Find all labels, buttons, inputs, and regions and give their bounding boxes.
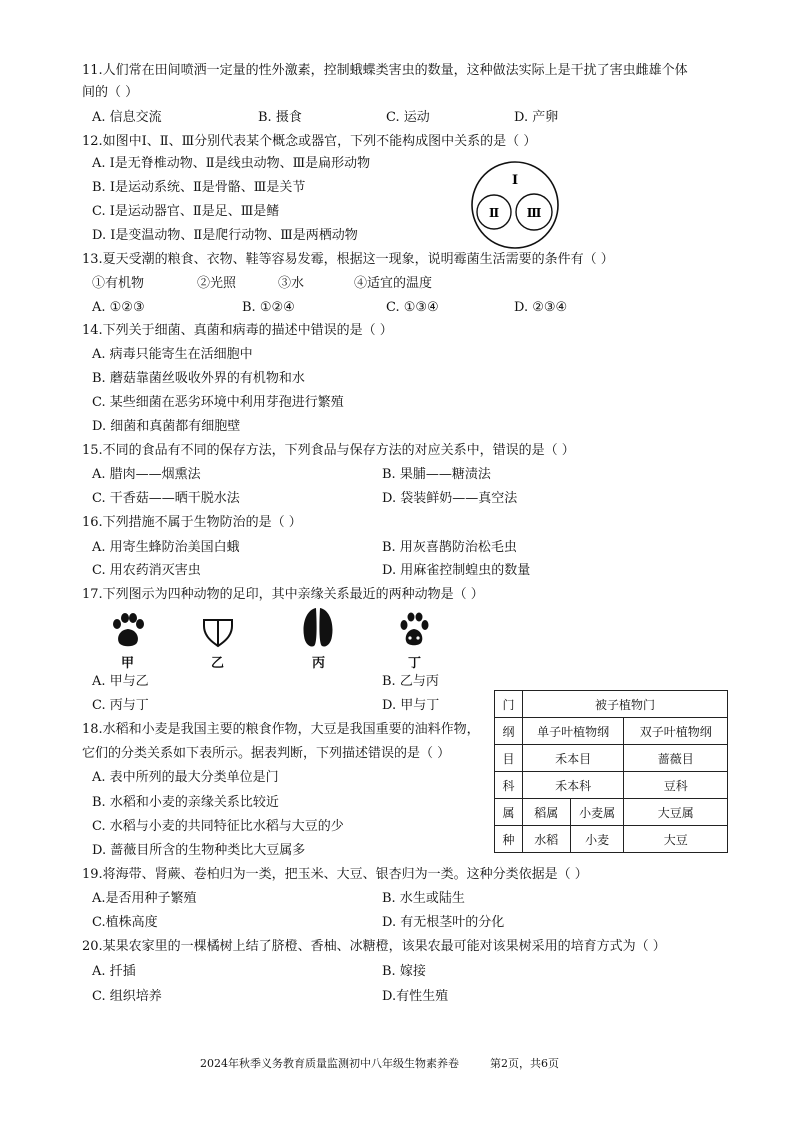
- q14-option-c: C. 某些细菌在恶劣环境中利用芽孢进行繁殖: [92, 395, 344, 410]
- q20-option-b: B. 嫁接: [382, 964, 426, 979]
- table-cell: 大豆属: [624, 799, 728, 826]
- table-row: [495, 718, 728, 745]
- diagram-label-i: Ⅰ: [511, 173, 519, 188]
- q18-option-b: B. 水稻和小麦的亲缘关系比较近: [92, 795, 279, 810]
- q14-option-d: D. 细菌和真菌都有细胞壁: [92, 419, 241, 434]
- table-cell: 双子叶植物纲: [624, 718, 728, 745]
- q13-option-c: C. ①③④: [386, 300, 439, 315]
- table-cell: 单子叶植物纲: [522, 718, 624, 745]
- q15-stem: 15.不同的食品有不同的保存方法，下列食品与保存方法的对应关系中，错误的是（ ）: [82, 443, 575, 458]
- page-number: 第2页，共6页: [490, 1057, 559, 1070]
- rank-cell: 纲: [495, 718, 523, 745]
- q11-option-a: A. 信息交流: [92, 110, 162, 125]
- table-row: [495, 826, 728, 853]
- q19-stem: 19.将海带、肾蕨、卷柏归为一类，把玉米、大豆、银杏归为一类。这种分类依据是（ ）: [82, 867, 588, 882]
- q17-option-d: D. 甲与丁: [382, 698, 440, 713]
- q18-stem-line2: 它们的分类关系如下表所示。据表判断，下列描述错误的是（ ）: [82, 746, 451, 761]
- table-cell: 小麦属: [570, 799, 624, 826]
- q11-option-c: C. 运动: [386, 110, 430, 125]
- exam-title: 2024年秋季义务教育质量监测初中八年级生物素养卷: [200, 1057, 459, 1070]
- footprint-label-ding: 丁: [408, 656, 422, 671]
- q12-option-c: C. Ⅰ是运动器官、Ⅱ是足、Ⅲ是鳍: [92, 204, 280, 219]
- q16-option-a: A. 用寄生蜂防治美国白蛾: [92, 540, 240, 555]
- q14-option-b: B. 蘑菇靠菌丝吸收外界的有机物和水: [92, 371, 305, 386]
- q13-condition-1: ①有机物: [92, 276, 145, 291]
- footprint-label-yi: 乙: [211, 656, 225, 671]
- q18-option-a: A. 表中所列的最大分类单位是门: [92, 770, 279, 785]
- footprint-ding-icon: [394, 612, 434, 652]
- q12-option-b: B. Ⅰ是运动系统、Ⅱ是骨骼、Ⅲ是关节: [92, 180, 306, 195]
- q19-option-b: B. 水生或陆生: [382, 891, 465, 906]
- q17-option-c: C. 丙与丁: [92, 698, 149, 713]
- q12-option-d: D. Ⅰ是变温动物、Ⅱ是爬行动物、Ⅲ是两栖动物: [92, 228, 358, 243]
- rank-cell: 目: [495, 745, 523, 772]
- rank-cell: 门: [495, 691, 523, 718]
- diagram-label-iii: Ⅲ: [526, 206, 542, 220]
- q12-option-a: A. Ⅰ是无脊椎动物、Ⅱ是线虫动物、Ⅲ是扁形动物: [92, 156, 371, 171]
- table-row: [495, 745, 728, 772]
- table-cell: 禾本目: [522, 745, 624, 772]
- rank-cell: 种: [495, 826, 523, 853]
- q13-condition-2: ②光照: [197, 276, 237, 291]
- q18-stem-line1: 18.水稻和小麦是我国主要的粮食作物，大豆是我国重要的油料作物，: [82, 722, 480, 737]
- q13-option-b: B. ①②④: [242, 300, 295, 315]
- table-cell: 被子植物门: [522, 691, 727, 718]
- footprint-bing-icon: [296, 606, 340, 650]
- q13-condition-4: ④适宜的温度: [354, 276, 433, 291]
- q18-option-d: D. 蔷薇目所含的生物种类比大豆属多: [92, 843, 306, 858]
- q11-stem-line2: 间的（ ）: [82, 85, 139, 100]
- classification-table: [494, 690, 728, 853]
- q13-option-a: A. ①②③: [92, 300, 145, 315]
- q11-option-d: D. 产卵: [514, 110, 559, 125]
- q14-option-a: A. 病毒只能寄生在活细胞中: [92, 347, 253, 362]
- q15-option-a: A. 腊肉——烟熏法: [92, 467, 201, 482]
- q16-option-c: C. 用农药消灭害虫: [92, 563, 201, 578]
- q20-stem: 20.某果农家里的一棵橘树上结了脐橙、香柚、冰糖橙，该果农最可能对该果树采用的培育方式为（ ）: [82, 939, 666, 954]
- table-cell: 大豆: [624, 826, 728, 853]
- rank-cell: 科: [495, 772, 523, 799]
- table-cell: 水稻: [522, 826, 570, 853]
- table-row: [495, 691, 728, 718]
- q17-option-b: B. 乙与丙: [382, 674, 439, 689]
- q17-stem: 17.下列图示为四种动物的足印，其中亲缘关系最近的两种动物是（ ）: [82, 587, 484, 602]
- q20-option-d: D.有性生殖: [382, 989, 449, 1004]
- table-cell: 禾本科: [522, 772, 624, 799]
- q15-option-d: D. 袋装鲜奶——真空法: [382, 491, 518, 506]
- q17-option-a: A. 甲与乙: [92, 674, 149, 689]
- q13-stem: 13.夏天受潮的粮食、衣物、鞋等容易发霉，根据这一现象，说明霉菌生活需要的条件有（ ）: [82, 252, 614, 267]
- table-cell: 豆科: [624, 772, 728, 799]
- table-cell: 蔷薇目: [624, 745, 728, 772]
- footprint-label-jia: 甲: [121, 656, 135, 671]
- q20-option-a: A. 扦插: [92, 964, 136, 979]
- q12-stem: 12.如图中Ⅰ、Ⅱ、Ⅲ分别代表某个概念或器官，下列不能构成图中关系的是（ ）: [82, 134, 537, 149]
- q14-stem: 14.下列关于细菌、真菌和病毒的描述中错误的是（ ）: [82, 323, 393, 338]
- footprint-jia-icon: [108, 612, 148, 652]
- q13-option-d: D. ②③④: [514, 300, 568, 315]
- q11-option-b: B. 摄食: [258, 110, 302, 125]
- q15-option-b: B. 果脯——糖渍法: [382, 467, 491, 482]
- rank-cell: 属: [495, 799, 523, 826]
- footprint-yi-icon: [198, 612, 238, 652]
- table-cell: 小麦: [570, 826, 624, 853]
- footprint-label-bing: 丙: [312, 656, 326, 671]
- table-row: [495, 799, 728, 826]
- diagram-label-ii: Ⅱ: [488, 206, 500, 220]
- q18-option-c: C. 水稻与小麦的共同特征比水稻与大豆的少: [92, 819, 344, 834]
- q16-option-d: D. 用麻雀控制蝗虫的数量: [382, 563, 531, 578]
- table-cell: 稻属: [522, 799, 570, 826]
- page-footer: [200, 1055, 559, 1071]
- table-row: [495, 772, 728, 799]
- q19-option-a: A.是否用种子繁殖: [92, 891, 197, 906]
- q20-option-c: C. 组织培养: [92, 989, 162, 1004]
- q19-option-d: D. 有无根茎叶的分化: [382, 915, 505, 930]
- q13-condition-3: ③水: [278, 276, 305, 291]
- q16-stem: 16.下列措施不属于生物防治的是（ ）: [82, 515, 302, 530]
- q16-option-b: B. 用灰喜鹊防治松毛虫: [382, 540, 517, 555]
- q19-option-c: C.植株高度: [92, 915, 158, 930]
- q11-stem-line1: 11.人们常在田间喷洒一定量的性外激素，控制蛾蝶类害虫的数量，这种做法实际上是干扰了害虫雌雄个体: [82, 63, 688, 78]
- concept-diagram: [470, 160, 560, 250]
- q15-option-c: C. 干香菇——晒干脱水法: [92, 491, 240, 506]
